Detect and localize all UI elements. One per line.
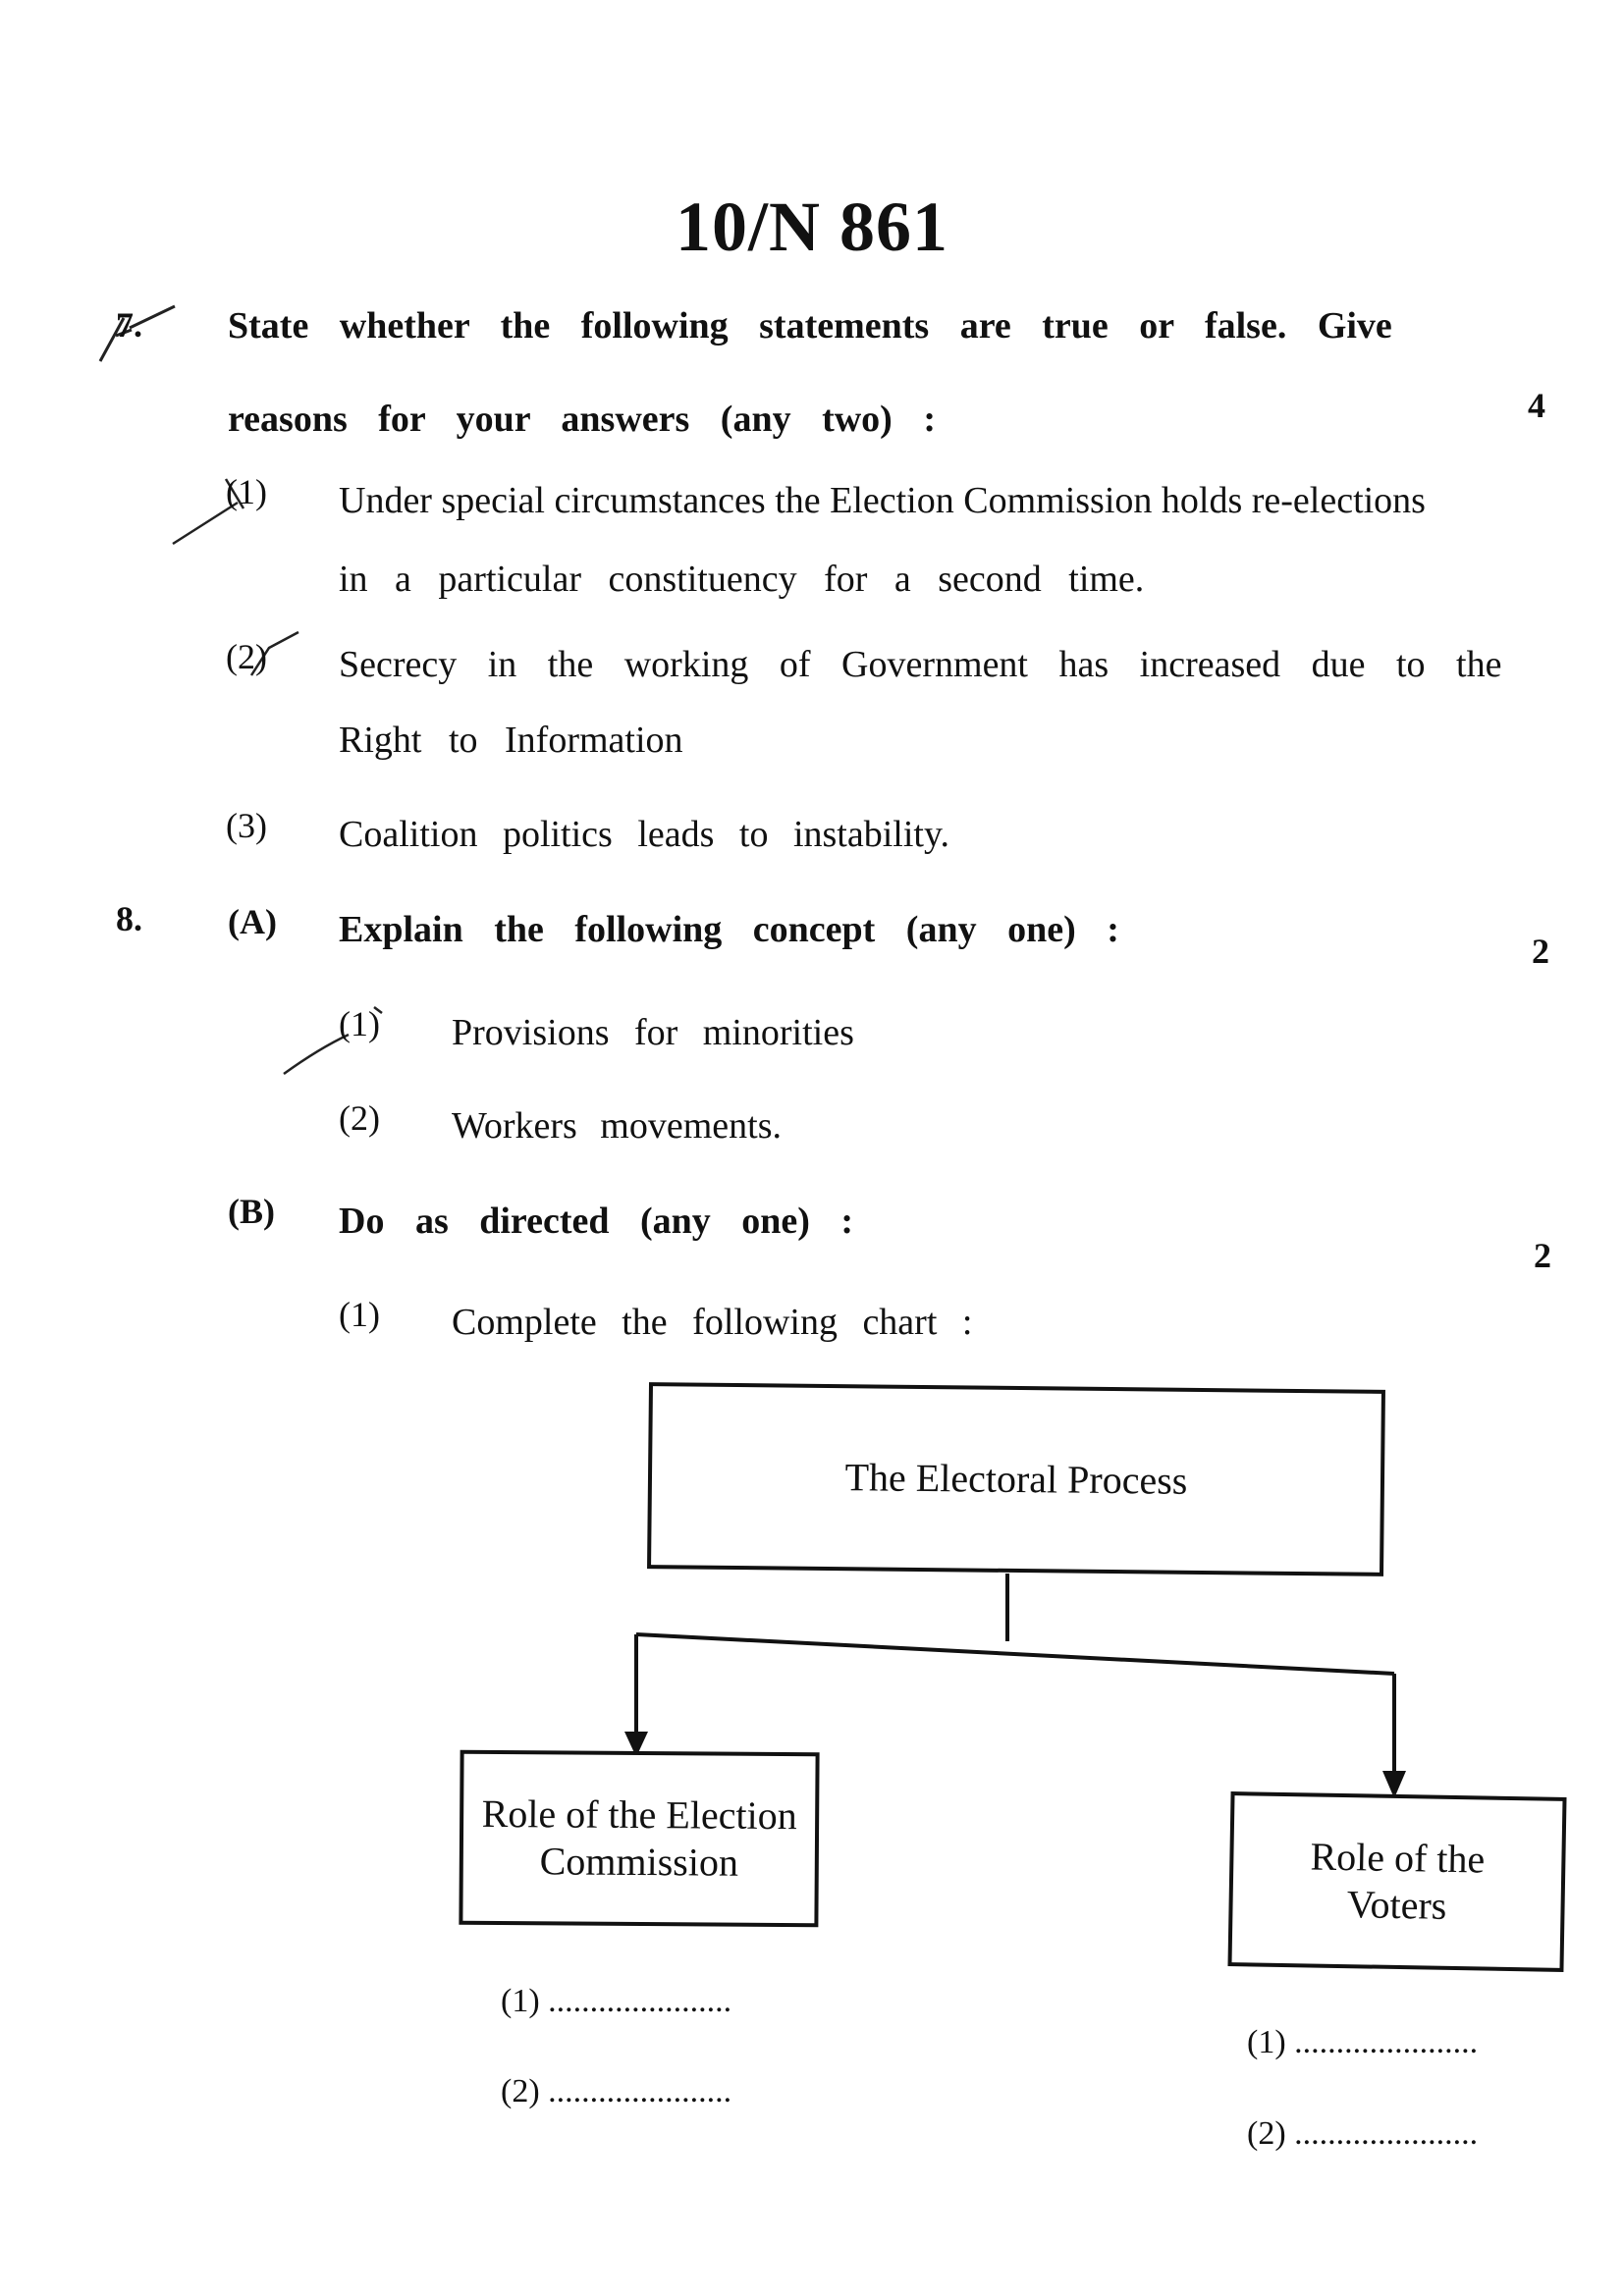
chart-box-right	[1227, 1791, 1566, 1972]
part-b-instruction: Do as directed (any one) :	[339, 1201, 854, 1242]
q7-item-text: Coalition politics leads to instability.	[339, 814, 949, 855]
q7-item-text: Secrecy in the working of Government has increased due to the	[339, 644, 1502, 685]
part-a-item-text: Provisions for minorities	[452, 1012, 854, 1053]
chart-box-top	[647, 1382, 1385, 1576]
q7-item-text: in a particular constituency for a second time.	[339, 559, 1145, 600]
part-b-marks: 2	[1534, 1236, 1551, 1275]
chart-right-blank: (1) ......................	[1247, 2024, 1479, 2060]
chart-left-blank: (2) ......................	[501, 2073, 732, 2109]
q7-marks: 4	[1528, 386, 1545, 425]
question-number: 7.	[116, 305, 142, 345]
q7-item-number: (2)	[226, 637, 267, 676]
q7-instruction-line2: reasons for your answers (any two) :	[228, 399, 936, 440]
part-a-item-number: (1)	[339, 1004, 380, 1043]
q7-item-number: (3)	[226, 806, 267, 845]
q7-item-text: Right to Information	[339, 720, 683, 761]
question-number: 8.	[116, 899, 142, 938]
q7-item-text: Under special circumstances the Election Commission holds re-elections	[339, 480, 1426, 521]
chart-box-top-label: The Electoral Process	[844, 1455, 1188, 1503]
part-b-item-number: (1)	[339, 1295, 380, 1334]
chart-left-blank: (1) ......................	[501, 1983, 732, 2019]
q7-item-number: (1)	[226, 472, 267, 511]
part-b-item-text: Complete the following chart :	[452, 1302, 973, 1343]
chart-box-left-label: Role of the Election Commission	[481, 1790, 797, 1885]
part-a-instruction: Explain the following concept (any one) :	[339, 909, 1119, 950]
part-a-item-number: (2)	[339, 1098, 380, 1138]
part-a-marks: 2	[1532, 932, 1549, 971]
q7-instruction-line1: State whether the following statements are true or false. Give	[228, 305, 1392, 347]
part-a-item-text: Workers movements.	[452, 1105, 782, 1147]
chart-box-right-label: Role of the Voters	[1310, 1834, 1486, 1928]
paper-code: 10/N 861	[676, 187, 948, 266]
part-label: (A)	[228, 902, 277, 941]
chart-box-left	[459, 1750, 819, 1928]
part-label: (B)	[228, 1192, 275, 1231]
chart-right-blank: (2) ......................	[1247, 2115, 1479, 2152]
